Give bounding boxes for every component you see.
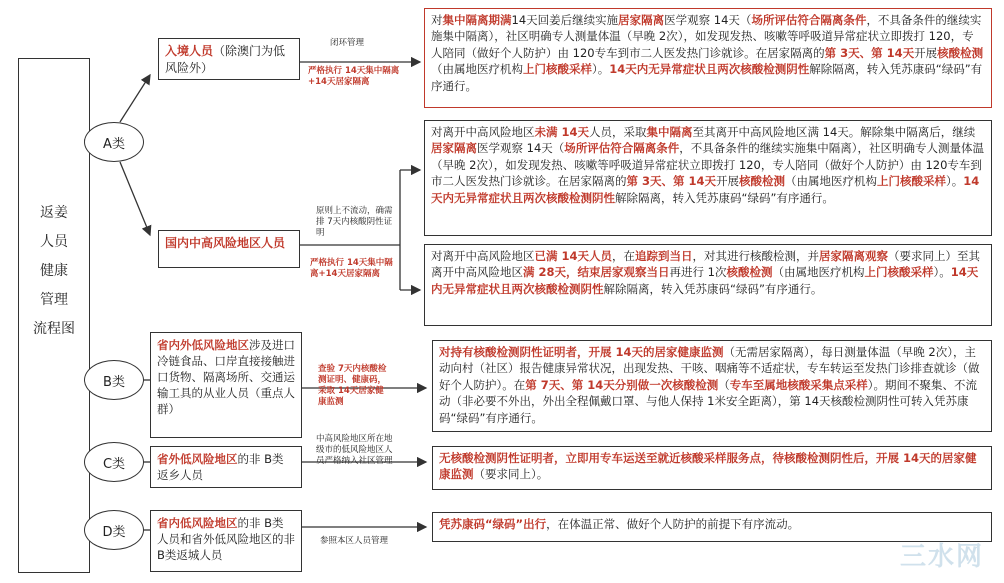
box2-text: 人员，采取 — [589, 125, 647, 139]
box4-highlight: 对持有核酸检测阴性证明者，开展 14天的居家健康监测 — [439, 345, 724, 359]
d-category-box — [150, 510, 302, 572]
box3-text: 解除隔离，转入凭苏康码“绿码”有序通行。 — [603, 281, 823, 296]
d-box-text: 的非 B类人员和省外低风险地区的非 B类返城人员 — [157, 516, 295, 562]
category-c-label: C类 — [102, 456, 126, 472]
box1-highlight: 集中隔离期满 — [442, 13, 512, 27]
box2-text: ，不具备条件的继续实施集中隔离），社区明确专人测量体温（早晚 2次），如发现发热、咳嗽等呼吸道异常症状立即拨打 120，专人陪同（做好个人防护）由 120专车到市二人医发热门诊就诊。在居家隔离的 — [431, 141, 985, 189]
category-d-label: D类 — [102, 524, 126, 540]
box1-highlight: 上门核酸采样 — [523, 62, 592, 77]
b-health-monitoring-detail-box — [432, 340, 992, 432]
box2-text: ）。 — [946, 174, 964, 189]
box4-text: （无需居家隔离），每日测量体温（早晚 2次），主动向村（社区）报告健康异常状况，出现发热、干咳、咽痛等不适症状，专车转运至发热门诊排查就诊（做好个人防护）。在 — [439, 345, 980, 392]
box2-highlight: 上门核酸采样 — [877, 174, 947, 189]
title-line-2: 人员 — [40, 234, 68, 250]
entry-quarantine-detail-box — [424, 8, 992, 108]
box6-text: ，在体温正常、做好个人防护的前提下有序流动。 — [546, 517, 800, 531]
box2-text: （由属地医疗机构 — [785, 174, 878, 189]
title-line-5: 流程图 — [33, 321, 75, 337]
no-negative-proof-detail-box — [432, 446, 992, 490]
d-note: 参照本区人员管理 — [320, 536, 389, 546]
under-14-days-detail-box — [424, 120, 992, 236]
box1-text: 解除隔离，转入凭苏康码“绿码”有序通行。 — [431, 62, 983, 93]
box1-text: ）。 — [592, 62, 610, 77]
box2-highlight: 14天内无异常症状且两次核酸检测阴性 — [431, 174, 980, 205]
watermark: 三水网 — [899, 542, 984, 572]
arrow-a-to-domestic — [120, 162, 150, 235]
domestic-label: 国内中高风险地区人员 — [165, 236, 286, 250]
box4-text: ）。期间不聚集、不流动（非必要不外出，外出全程佩戴口罩、与他人保持 1米安全距离），第 14天核酸检测阴性可转入凭苏康码“绿码”有序通行。 — [439, 377, 978, 425]
box2-text: 至其离开中高风险地区满 14天。解除集中隔离后，继续 — [692, 125, 976, 139]
entry-upper-note: 闭环管理 — [330, 38, 365, 48]
title-line-1: 返姜 — [40, 205, 68, 221]
box2-highlight: 核酸检测 — [739, 174, 786, 189]
c-box-highlight: 省外低风险地区 — [157, 452, 238, 466]
c-note: 中高风险地区所在地级市的低风险地区人员严格纳入社区管理 — [316, 434, 393, 466]
entry-label-red: 入境人员 — [165, 44, 214, 58]
box4-highlight: 第 7天、第 14天分别做一次核酸检测 — [525, 377, 719, 392]
box2-text: 医学观察 14天（ — [477, 141, 565, 156]
box1-text: 14天回姜后继续实施 — [511, 13, 619, 27]
title-line-4: 管理 — [40, 292, 68, 308]
domestic-high-risk-box — [158, 230, 300, 268]
title-line-3: 健康 — [40, 263, 68, 279]
box3-text: ，对其进行核酸检测，并 — [692, 249, 820, 263]
entry-lower-note: 严格执行 14天集中隔离+14天居家隔离 — [308, 66, 400, 87]
box1-text: 开展 — [914, 45, 938, 60]
entry-label-rest: （除澳门为低风险外） — [165, 44, 286, 75]
box3-highlight: 追踪到当日 — [635, 249, 693, 263]
domestic-lower-note: 严格执行 14天集中隔离+14天居家隔离 — [310, 258, 393, 279]
entry-persons-box — [158, 38, 300, 80]
over-14-days-detail-box — [424, 244, 992, 326]
box3-text: ，在 — [612, 249, 636, 263]
box3-highlight: 14天内无异常症状且两次核酸检测阴性 — [431, 265, 979, 296]
box1-text: （由属地医疗机构 — [431, 62, 523, 77]
box3-highlight: 满 28天，结束居家观察当日 — [523, 265, 670, 280]
category-c — [84, 442, 144, 482]
b-note: 查验 7天内核酸检测证明、健康码，采取 14天居家健康监测 — [318, 364, 387, 407]
box1-highlight: 14天内无异常症状且两次核酸检测阴性 — [609, 62, 810, 77]
domestic-upper-note: 原则上不流动，确需排 7天内核酸阴性证明 — [316, 206, 393, 238]
box2-highlight: 居家隔离 — [431, 141, 477, 156]
box1-text: 医学观察 14天（ — [664, 13, 752, 27]
box3-text: （由属地医疗机构 — [772, 265, 865, 280]
box1-highlight: 第 3天、第 14天 — [824, 45, 915, 60]
box5-text: （要求同上）。 — [473, 467, 549, 482]
box3-text: ）。 — [933, 265, 951, 280]
box4-highlight: 专车至属地核酸采集点采样 — [729, 377, 868, 392]
box1-text: ，不具备条件的继续实施集中隔离），社区明确专人测量体温（早晚 2次），如发现发热、咳嗽等呼吸道异常症状立即拨打 120，专人陪同（做好个人防护）由 120专车到市二人医发热门诊就诊。在居家隔离的 — [431, 13, 982, 60]
box2-text: 开展 — [716, 174, 740, 189]
box4-text: （ — [718, 377, 730, 392]
box1-highlight: 核酸检测 — [937, 45, 984, 60]
box2-highlight: 场所评估符合隔离条件 — [564, 141, 680, 156]
box2-highlight: 未满 14天 — [534, 125, 590, 139]
flowchart-title-column — [18, 58, 90, 573]
box3-text: 对离开中高风险地区 — [431, 249, 535, 263]
category-b-label: B类 — [103, 374, 125, 390]
b-box-text: 涉及进口冷链食品、口岸直接接触进口货物、隔离场所、交通运输工具的从业人员（重点人群） — [157, 338, 295, 416]
category-d — [84, 510, 144, 550]
box3-text: 再进行 1次 — [669, 265, 727, 280]
c-box-text: 的非 B类返乡人员 — [157, 452, 284, 482]
box1-highlight: 居家隔离 — [618, 13, 665, 27]
box2-highlight: 第 3天、第 14天 — [626, 174, 717, 189]
b-category-box — [150, 332, 302, 438]
category-a-label: A类 — [103, 136, 125, 152]
box3-highlight: 核酸检测 — [726, 265, 773, 280]
box2-text: 解除隔离，转入凭苏康码“绿码”有序通行。 — [615, 190, 834, 205]
category-b — [84, 360, 144, 400]
d-box-highlight: 省内低风险地区 — [157, 516, 238, 530]
box6-highlight: 凭苏康码“绿码”出行 — [439, 517, 547, 531]
box2-text: 对离开中高风险地区 — [431, 125, 535, 139]
c-category-box — [150, 446, 302, 488]
box3-highlight: 居家隔离观察 — [819, 249, 889, 263]
b-box-highlight: 省内外低风险地区 — [157, 338, 249, 352]
box3-text: （要求同上）至其离开中高风险地区 — [431, 249, 981, 280]
category-a — [84, 122, 144, 162]
box3-highlight: 已满 14天人员 — [534, 249, 613, 263]
arrow-a-to-entry — [120, 75, 150, 122]
box5-highlight: 无核酸检测阴性证明者，立即用专车运送至就近核酸采样服务点，待核酸检测阴性后，开展 14天的居家健康监测 — [439, 451, 977, 482]
box1-text: 对 — [431, 13, 443, 27]
box1-highlight: 场所评估符合隔离条件 — [751, 13, 867, 27]
box3-highlight: 上门核酸采样 — [864, 265, 934, 280]
box2-highlight: 集中隔离 — [646, 125, 693, 139]
